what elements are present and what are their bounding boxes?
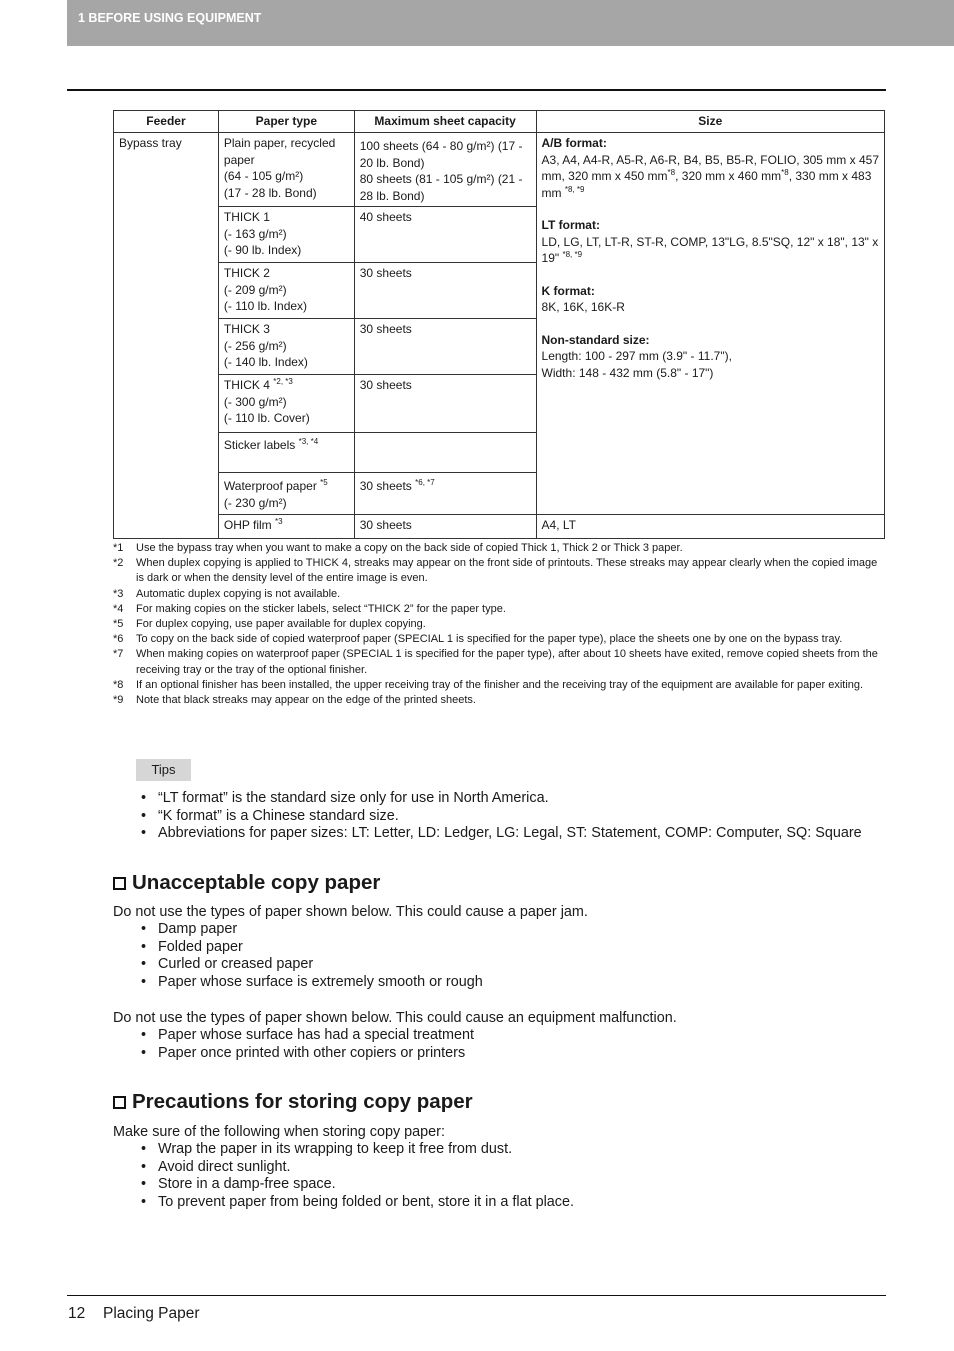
list-item: • Curled or creased paper [113, 956, 893, 974]
list-item: • Paper whose surface has had a special treatment [113, 1027, 893, 1045]
footnote-ref: *8, *9 [562, 250, 583, 259]
ab-format-text: A3, A4, A4-R, A5-R, A6-R, B4, B5, B5-R, FOLIO, 305 mm x 457 mm, 320 mm x 450 $mm^{*8}$, 320 mm x 460 $mm^{*8}$, 330 mm x 483 mm $^{*8, *9}$ [541, 152, 879, 200]
footnote-mark: *6 [113, 633, 124, 646]
footnote-ref: *8, *9 [564, 184, 585, 194]
paper-type-line: (- 140 lb. Index) [223, 355, 308, 369]
footnote-text: Use the bypass tray when you want to make a copy on the back side of copied Thick 1, Thick 2 or Thick 3 paper. [136, 542, 683, 554]
footnote-text: When making copies on waterproof paper (SPECIAL 1 is specified for the paper type), after about 10 sheets have exited, remove copied sheets from the receiving tray or the tray of the optional finisher. [136, 648, 878, 676]
lt-format-title: LT format: [541, 218, 600, 232]
footnote-mark: *9 [113, 694, 124, 707]
capacity-cell [354, 433, 536, 473]
paper-type-line: (- 110 lb. Cover) [223, 411, 310, 425]
lt-format-text: LD, LG, LT, LT-R, ST-R, COMP, 13"LG, 8.5"SQ, 12" x 18", 13" x 19" $^{*8, *9}$ [541, 234, 879, 265]
paper-type-text: THICK 4 [223, 378, 270, 392]
table-row [114, 133, 885, 207]
k-format-title: K format: [541, 283, 595, 298]
header-size: Size [536, 111, 884, 133]
checkbox-square-icon [113, 1096, 126, 1109]
footnote-mark: *1 [113, 542, 124, 554]
footnote-mark: *7 [113, 648, 124, 661]
bottom-divider [67, 1295, 886, 1296]
paper-type-line [224, 478, 349, 495]
ab-format-title: A/B format: [541, 136, 607, 150]
paper-type-line: THICK 3 [223, 322, 270, 336]
non-standard-title: Non-standard size: [541, 332, 650, 347]
paper-type-cell [218, 133, 354, 207]
table-header-row [114, 111, 885, 133]
footnote-text: When duplex copying is applied to THICK 4, streaks may appear on the front side of printouts. These streaks may appear clearly when the copied image is dark or when the density level of the entire image is even. [136, 557, 878, 585]
paper-type-cell [218, 375, 354, 433]
footnote-ref: *6, *7 [415, 478, 435, 487]
k-format-text: 8K, 16K, 16K-R [541, 300, 625, 314]
paper-type-cell [218, 263, 354, 319]
paper-type-line: (- 163 g/m²) [223, 226, 287, 241]
capacity-text: 30 sheets [359, 479, 412, 493]
bullet-list [113, 1141, 893, 1211]
capacity-cell [354, 473, 536, 515]
capacity-line: 30 sheets [359, 266, 412, 280]
list-item: • Folded paper [113, 939, 893, 957]
paragraph: Make sure of the following when storing copy paper: [113, 1124, 445, 1140]
footnotes [113, 541, 888, 708]
footnote-mark: *2 [113, 557, 124, 570]
footnote [113, 693, 888, 708]
paper-type-line [224, 377, 349, 394]
capacity-line: 100 sheets (64 - 80 g/m²) (17 - 20 lb. Bond) [359, 139, 523, 170]
tips-list [113, 790, 893, 843]
paper-type-line: (- 300 g/m²) [223, 394, 287, 409]
header-feeder: Feeder [114, 111, 219, 133]
footnote-text: For duplex copying, use paper available for duplex copying. [136, 618, 426, 631]
list-item: • Paper once printed with other copiers or printers [113, 1045, 893, 1063]
capacity-line: 30 sheets [359, 322, 412, 336]
footer-section-title: Placing Paper [103, 1305, 200, 1322]
top-divider [67, 89, 886, 91]
paper-type-line: (- 90 lb. Index) [223, 243, 302, 257]
paragraph: Do not use the types of paper shown below. This could cause an equipment malfunction. [113, 1010, 677, 1026]
paper-spec-table [113, 110, 885, 539]
footnote [113, 587, 888, 602]
capacity-line: 80 sheets (81 - 105 g/m²) (21 - 28 lb. Bond) [359, 172, 523, 203]
footnote [113, 617, 888, 632]
paragraph: Do not use the types of paper shown below. This could cause a paper jam. [113, 904, 588, 920]
paper-type-line: Plain paper, recycled paper [223, 136, 336, 167]
footnote-ref: *5 [320, 478, 328, 487]
list-item: • Paper whose surface is extremely smooth or rough [113, 974, 893, 992]
non-standard-width: Width: 148 - 432 mm (5.8" - 17") [541, 365, 714, 380]
footnote-mark: *5 [113, 618, 124, 631]
list-item: • Damp paper [113, 921, 893, 939]
paper-type-text: OHP film [223, 518, 272, 532]
bullet-list [113, 1027, 893, 1062]
list-item: • Store in a damp-free space. [113, 1176, 893, 1194]
paper-type-cell [218, 319, 354, 375]
capacity-cell [354, 207, 536, 263]
footnote [113, 678, 888, 693]
paper-type-cell [218, 433, 354, 473]
feeder-cell: Bypass tray [114, 133, 219, 539]
checkbox-square-icon [113, 877, 126, 890]
footnote-text: For making copies on the sticker labels, select “THICK 2” for the paper type. [136, 602, 506, 615]
section-heading-unacceptable: Unacceptable copy paper [113, 871, 380, 895]
list-item: • Avoid direct sunlight. [113, 1159, 893, 1177]
table-row [114, 515, 885, 539]
footnote-ref: *8 [781, 168, 789, 177]
paper-type-line: THICK 2 [223, 266, 270, 280]
list-item: • Abbreviations for paper sizes: LT: Letter, LD: Ledger, LG: Legal, ST: Statement, COMP: Computer, SQ: Square [113, 825, 893, 843]
footnote-mark: *8 [113, 678, 124, 691]
paper-type-line: THICK 1 [223, 210, 270, 224]
chapter-header-bar [67, 0, 954, 46]
capacity-line: 30 sheets [359, 378, 412, 392]
paper-type-text: Sticker labels [223, 438, 296, 452]
paper-type-line: (- 209 g/m²) [223, 282, 287, 297]
paper-type-cell [218, 515, 354, 539]
paper-type-line: (64 - 105 g/m²) [223, 169, 304, 183]
capacity-line: 40 sheets [359, 210, 412, 224]
footnote-mark: *3 [113, 587, 124, 600]
capacity-cell [354, 133, 536, 207]
capacity-cell [354, 319, 536, 375]
list-item: • Wrap the paper in its wrapping to keep it free from dust. [113, 1141, 893, 1159]
footnote-ref: *2, *3 [273, 377, 293, 386]
footnote-text: To copy on the back side of copied waterproof paper (SPECIAL 1 is specified for the paper type), place the sheets one by one on the bypass tray. [136, 633, 843, 646]
footnote-text: If an optional finisher has been installed, the upper receiving tray of the finisher and the receiving tray of the equipment are available for paper exiting. [136, 678, 864, 691]
size-cell: A4, LT [536, 515, 884, 539]
capacity-cell [354, 263, 536, 319]
footnote-mark: *4 [113, 602, 124, 615]
page-number: 12 [68, 1305, 86, 1322]
header-max-capacity: Maximum sheet capacity [354, 111, 536, 133]
paper-type-line: (- 256 g/m²) [223, 338, 287, 353]
capacity-line [360, 478, 531, 495]
header-paper-type: Paper type [218, 111, 354, 133]
footnote [113, 647, 888, 677]
bullet-list [113, 921, 893, 991]
size-cell [536, 133, 884, 515]
chapter-title: 1 BEFORE USING EQUIPMENT [78, 11, 262, 25]
footnote [113, 602, 888, 617]
non-standard-length: Length: 100 - 297 mm (3.9" - 11.7"), [541, 349, 732, 363]
footnote-text: Note that black streaks may appear on the edge of the printed sheets. [136, 694, 476, 707]
paper-type-line: (17 - 28 lb. Bond) [223, 185, 317, 200]
list-item: • To prevent paper from being folded or bent, store it in a flat place. [113, 1194, 893, 1212]
paper-type-text: Waterproof paper [223, 479, 317, 493]
paper-type-cell [218, 207, 354, 263]
capacity-cell [354, 375, 536, 433]
footnote [113, 632, 888, 647]
paper-type-line [224, 437, 349, 454]
tips-label: Tips [136, 759, 191, 781]
footnote-ref: *3 [275, 517, 283, 526]
list-item: • “LT format” is the standard size only for use in North America. [113, 790, 893, 808]
paper-type-line: (- 110 lb. Index) [223, 299, 308, 313]
capacity-cell: 30 sheets [354, 515, 536, 539]
footnote [113, 556, 888, 586]
paper-type-cell [218, 473, 354, 515]
section-heading-storing: Precautions for storing copy paper [113, 1090, 473, 1114]
footnote [113, 541, 888, 556]
paper-type-line: (- 230 g/m²) [223, 495, 287, 510]
footnote-ref: *3, *4 [298, 437, 319, 446]
footnote-ref: *8 [667, 168, 676, 177]
list-item: • “K format” is a Chinese standard size. [113, 808, 893, 826]
footnote-text: Automatic duplex copying is not available. [136, 587, 341, 600]
